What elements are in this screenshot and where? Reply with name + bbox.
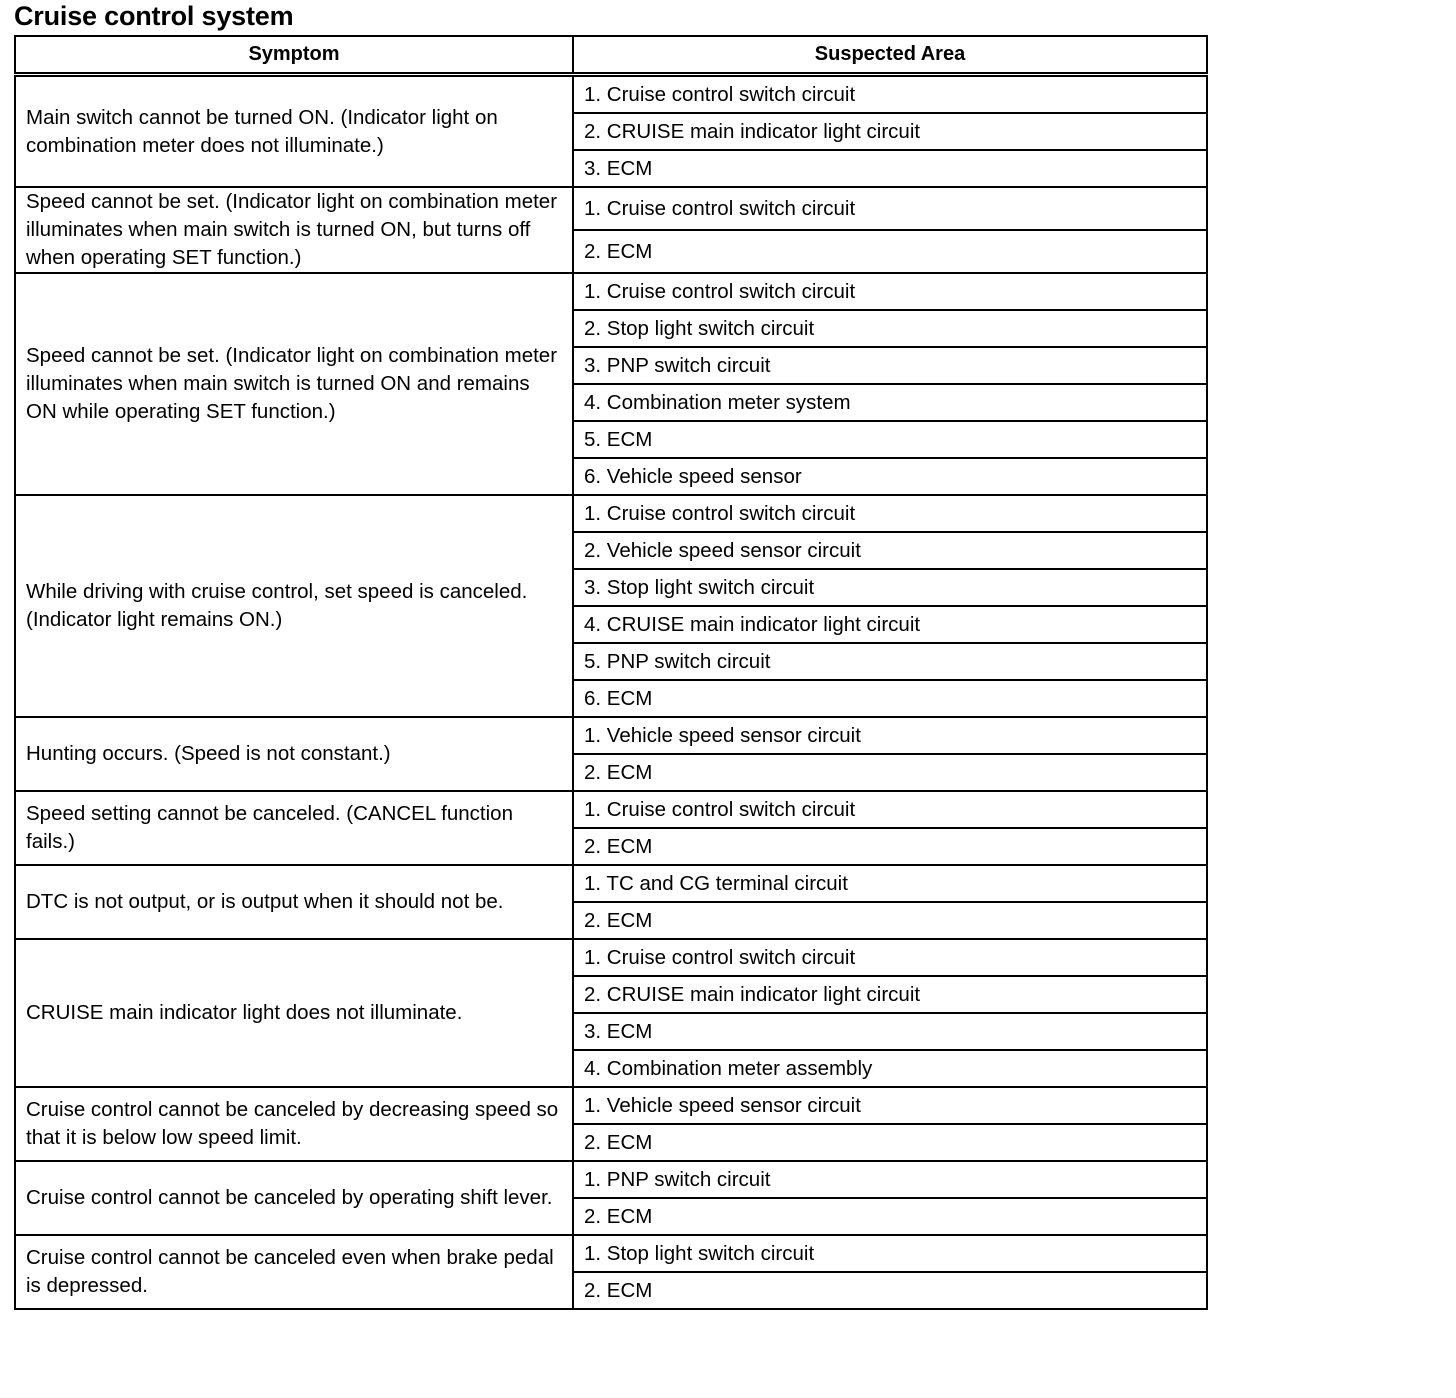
symptom-cell: Main switch cannot be turned ON. (Indicator light on combination meter does not illuminate.) xyxy=(15,75,573,188)
table-row xyxy=(15,495,1207,532)
suspected-area-cell: 1. Cruise control switch circuit xyxy=(573,495,1207,532)
symptom-table xyxy=(14,35,1208,1310)
suspected-area-cell: 2. ECM xyxy=(573,902,1207,939)
table-row xyxy=(15,1161,1207,1198)
suspected-area-cell: 3. ECM xyxy=(573,1013,1207,1050)
suspected-area-cell: 1. Vehicle speed sensor circuit xyxy=(573,717,1207,754)
symptom-cell: Speed cannot be set. (Indicator light on combination meter illuminates when main switch is turned ON and remains ON while operating SET function.) xyxy=(15,273,573,495)
symptom-cell: Cruise control cannot be canceled by decreasing speed so that it is below low speed limit. xyxy=(15,1087,573,1161)
symptom-cell: CRUISE main indicator light does not illuminate. xyxy=(15,939,573,1087)
suspected-area-cell: 1. Stop light switch circuit xyxy=(573,1235,1207,1272)
symptom-cell: Cruise control cannot be canceled by operating shift lever. xyxy=(15,1161,573,1235)
symptom-cell: Cruise control cannot be canceled even when brake pedal is depressed. xyxy=(15,1235,573,1309)
suspected-area-cell: 6. Vehicle speed sensor xyxy=(573,458,1207,495)
suspected-area-cell: 1. Cruise control switch circuit xyxy=(573,939,1207,976)
symptom-cell: While driving with cruise control, set speed is canceled. (Indicator light remains ON.) xyxy=(15,495,573,717)
symptom-cell: Speed setting cannot be canceled. (CANCEL function fails.) xyxy=(15,791,573,865)
symptom-cell: Speed cannot be set. (Indicator light on combination meter illuminates when main switch is turned ON, but turns off when operating SET function.) xyxy=(15,187,573,273)
suspected-area-cell: 4. Combination meter assembly xyxy=(573,1050,1207,1087)
table-header-row xyxy=(15,36,1207,75)
suspected-area-cell: 2. ECM xyxy=(573,828,1207,865)
suspected-area-cell: 4. Combination meter system xyxy=(573,384,1207,421)
suspected-area-cell: 2. ECM xyxy=(573,754,1207,791)
symptom-cell: Hunting occurs. (Speed is not constant.) xyxy=(15,717,573,791)
suspected-area-cell: 2. CRUISE main indicator light circuit xyxy=(573,113,1207,150)
table-row xyxy=(15,75,1207,114)
header-symptom: Symptom xyxy=(15,36,573,75)
suspected-area-cell: 2. CRUISE main indicator light circuit xyxy=(573,976,1207,1013)
table-row xyxy=(15,791,1207,828)
table-body xyxy=(15,75,1207,1310)
suspected-area-cell: 1. Cruise control switch circuit xyxy=(573,273,1207,310)
page-title: Cruise control system xyxy=(14,1,294,31)
table-row xyxy=(15,1235,1207,1272)
suspected-area-cell: 2. ECM xyxy=(573,1198,1207,1235)
suspected-area-cell: 1. Cruise control switch circuit xyxy=(573,75,1207,114)
suspected-area-cell: 1. Cruise control switch circuit xyxy=(573,791,1207,828)
suspected-area-cell: 2. ECM xyxy=(573,1272,1207,1309)
table-row xyxy=(15,939,1207,976)
table-row xyxy=(15,717,1207,754)
table-row xyxy=(15,187,1207,230)
suspected-area-cell: 1. Vehicle speed sensor circuit xyxy=(573,1087,1207,1124)
suspected-area-cell: 4. CRUISE main indicator light circuit xyxy=(573,606,1207,643)
table-row xyxy=(15,865,1207,902)
suspected-area-cell: 1. TC and CG terminal circuit xyxy=(573,865,1207,902)
header-suspected-area: Suspected Area xyxy=(573,36,1207,75)
suspected-area-cell: 5. PNP switch circuit xyxy=(573,643,1207,680)
suspected-area-cell: 1. PNP switch circuit xyxy=(573,1161,1207,1198)
suspected-area-cell: 2. Stop light switch circuit xyxy=(573,310,1207,347)
suspected-area-cell: 3. ECM xyxy=(573,150,1207,187)
suspected-area-cell: 2. Vehicle speed sensor circuit xyxy=(573,532,1207,569)
suspected-area-cell: 6. ECM xyxy=(573,680,1207,717)
suspected-area-cell: 2. ECM xyxy=(573,1124,1207,1161)
suspected-area-cell: 2. ECM xyxy=(573,230,1207,273)
suspected-area-cell: 3. PNP switch circuit xyxy=(573,347,1207,384)
table-row xyxy=(15,273,1207,310)
suspected-area-cell: 1. Cruise control switch circuit xyxy=(573,187,1207,230)
suspected-area-cell: 3. Stop light switch circuit xyxy=(573,569,1207,606)
suspected-area-cell: 5. ECM xyxy=(573,421,1207,458)
symptom-cell: DTC is not output, or is output when it should not be. xyxy=(15,865,573,939)
table-row xyxy=(15,1087,1207,1124)
